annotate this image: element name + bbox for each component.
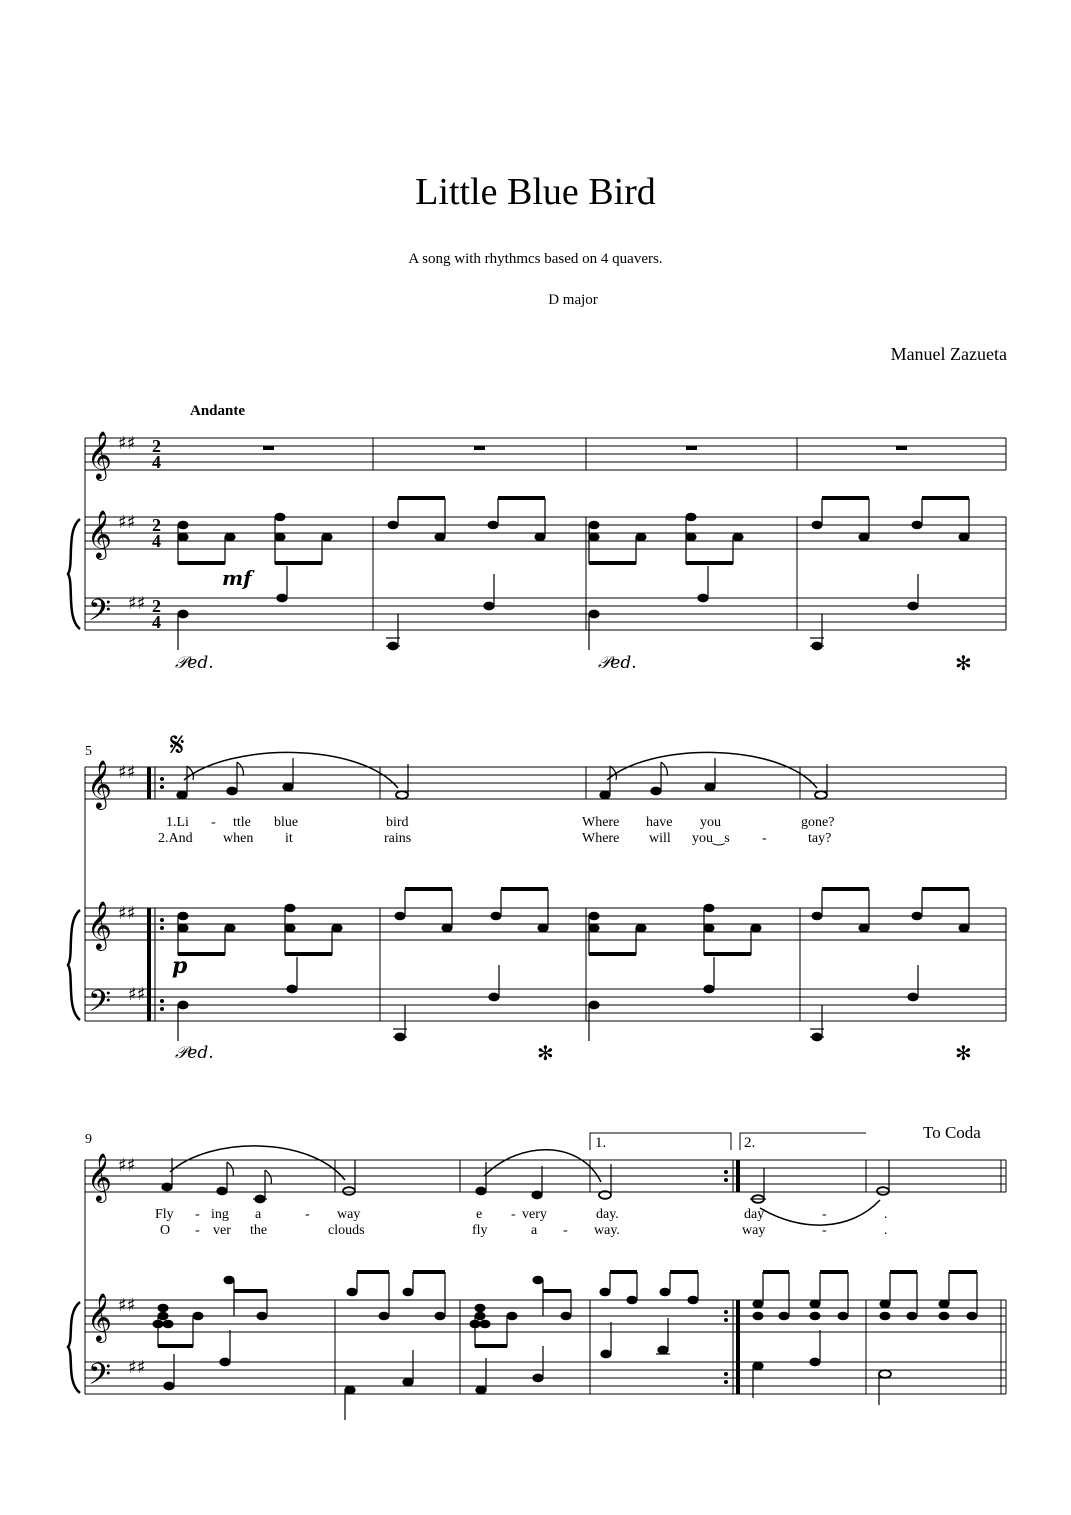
treble-clef-icon: 𝄞 bbox=[87, 430, 112, 479]
volta-1-label: 1. bbox=[595, 1135, 607, 1151]
pedal-icon: 𝒫ed. bbox=[175, 1043, 214, 1063]
lyrics-system-3 bbox=[155, 1207, 888, 1238]
lyric: e bbox=[476, 1207, 483, 1222]
lyric: way bbox=[337, 1207, 361, 1222]
lyric: - bbox=[511, 1207, 516, 1222]
voice-notes-2 bbox=[177, 752, 827, 798]
lyric: clouds bbox=[328, 1223, 365, 1238]
sharp-icon: ♯♯ bbox=[118, 433, 136, 454]
treble-clef-icon: 𝄞 bbox=[87, 509, 112, 558]
sharp-icon: ♯♯ bbox=[118, 1295, 136, 1316]
dynamic-p: p bbox=[172, 953, 188, 979]
segno-icon: 𝄋 bbox=[170, 725, 185, 765]
treble-clef-icon: 𝄞 bbox=[87, 759, 112, 808]
time-sig-bottom: 4 bbox=[152, 531, 161, 551]
voice-staff-2 bbox=[85, 767, 1006, 799]
pedal-marks-2 bbox=[175, 1041, 972, 1065]
lyric: a bbox=[255, 1207, 262, 1222]
lyric: blue bbox=[274, 815, 299, 830]
lyric: you‿s bbox=[692, 831, 730, 846]
treble-clef-icon: 𝄞 bbox=[87, 900, 112, 949]
bass-clef-icon: 𝄢 bbox=[88, 594, 112, 635]
lyric: way. bbox=[594, 1223, 620, 1238]
lyric: it bbox=[285, 831, 293, 846]
time-sig-top: 2 bbox=[152, 436, 161, 456]
rh-notes-1 bbox=[178, 496, 969, 565]
sharp-icon: ♯♯ bbox=[118, 1155, 136, 1176]
voice-rests-1 bbox=[263, 446, 907, 450]
piano-treble-staff-3 bbox=[85, 1300, 1006, 1332]
lyric: ing bbox=[211, 1207, 229, 1222]
lh-notes-3 bbox=[164, 1318, 891, 1420]
voice-staff-1 bbox=[85, 438, 1006, 470]
volta-2-label: 2. bbox=[744, 1135, 756, 1151]
lh-notes-2 bbox=[178, 957, 918, 1041]
lyric: ttle bbox=[233, 815, 251, 830]
lyric: - bbox=[762, 831, 767, 846]
system-2 bbox=[68, 767, 1006, 1021]
lyric: tay? bbox=[808, 831, 832, 846]
lyric: . bbox=[884, 1207, 888, 1222]
time-sig-bottom: 4 bbox=[152, 612, 161, 632]
pedal-release-icon: ✻ bbox=[955, 651, 972, 675]
pedal-release-icon: ✻ bbox=[537, 1041, 554, 1065]
pedal-icon: 𝒫ed. bbox=[175, 653, 214, 673]
sharp-icon: ♯♯ bbox=[128, 1357, 146, 1378]
lyric: ver bbox=[213, 1223, 231, 1238]
rh-notes-2 bbox=[178, 887, 969, 956]
lyric: O bbox=[160, 1223, 171, 1238]
sharp-icon: ♯♯ bbox=[118, 762, 136, 783]
piano-bass-staff-2 bbox=[85, 989, 1006, 1021]
lyrics-system-2 bbox=[158, 815, 834, 846]
piano-treble-staff-2 bbox=[85, 908, 1006, 940]
lyric: the bbox=[250, 1223, 268, 1238]
lyric: - bbox=[195, 1223, 200, 1238]
sharp-icon: ♯♯ bbox=[118, 903, 136, 924]
pedal-release-icon: ✻ bbox=[955, 1041, 972, 1065]
lyric: - bbox=[563, 1223, 568, 1238]
lyric: - bbox=[211, 815, 216, 830]
lyric: day bbox=[744, 1207, 765, 1222]
piano-bass-staff-3 bbox=[85, 1362, 1006, 1394]
key-label: D major bbox=[548, 292, 598, 308]
system-3 bbox=[68, 1133, 1006, 1394]
lyric: Where bbox=[582, 815, 620, 830]
repeat-dots-2 bbox=[160, 777, 164, 1011]
rest-icon bbox=[896, 446, 907, 450]
lyric: - bbox=[195, 1207, 200, 1222]
rh-notes-3 bbox=[153, 1270, 977, 1348]
time-signature bbox=[152, 436, 161, 632]
lyric: will bbox=[649, 831, 671, 846]
time-sig-bottom: 4 bbox=[152, 452, 161, 472]
sharp-icon: ♯♯ bbox=[118, 512, 136, 533]
repeat-dots-3 bbox=[724, 1170, 728, 1384]
lyric: when bbox=[223, 831, 254, 846]
measure-number-5: 5 bbox=[85, 744, 92, 759]
pedal-marks-1 bbox=[175, 651, 972, 675]
rest-icon bbox=[686, 446, 697, 450]
rest-icon bbox=[263, 446, 274, 450]
tempo-marking: Andante bbox=[190, 403, 246, 419]
lyric: have bbox=[646, 815, 673, 830]
lyric: day. bbox=[596, 1207, 619, 1222]
sharp-icon: ♯♯ bbox=[128, 593, 146, 614]
time-sig-top: 2 bbox=[152, 596, 161, 616]
piano-bass-staff-1 bbox=[85, 598, 1006, 630]
lyric: - bbox=[305, 1207, 310, 1222]
lyric: . bbox=[884, 1223, 888, 1238]
lyric: fly bbox=[472, 1223, 488, 1238]
treble-clef-icon: 𝄞 bbox=[87, 1292, 112, 1341]
pedal-icon: 𝒫ed. bbox=[598, 653, 637, 673]
lh-notes-1 bbox=[178, 566, 918, 650]
measure-number-9: 9 bbox=[85, 1132, 92, 1147]
time-sig-top: 2 bbox=[152, 515, 161, 535]
lyric: bird bbox=[386, 815, 409, 830]
lyric: 1.Li bbox=[166, 815, 189, 830]
treble-clef-icon: 𝄞 bbox=[87, 1152, 112, 1201]
lyric: gone? bbox=[801, 815, 835, 830]
rest-icon bbox=[474, 446, 485, 450]
lyric: way bbox=[742, 1223, 766, 1238]
lyric: Fly bbox=[155, 1207, 174, 1222]
lyric: rains bbox=[384, 831, 412, 846]
bass-clef-icon: 𝄢 bbox=[88, 985, 112, 1026]
sharp-icon: ♯♯ bbox=[128, 984, 146, 1005]
composer-name: Manuel Zazueta bbox=[890, 344, 1007, 364]
lyric: - bbox=[822, 1207, 827, 1222]
lyric: Where bbox=[582, 831, 620, 846]
lyric: - bbox=[822, 1223, 827, 1238]
to-coda-label: To Coda bbox=[923, 1123, 981, 1142]
dynamic-mf: mf bbox=[222, 566, 252, 590]
song-subtitle: A song with rhythmcs based on 4 quavers. bbox=[408, 251, 663, 267]
song-title: Little Blue Bird bbox=[415, 171, 656, 213]
lyric: very bbox=[522, 1207, 547, 1222]
bass-clef-icon: 𝄢 bbox=[88, 1358, 112, 1399]
lyric: you bbox=[700, 815, 721, 830]
lyric: 2.And bbox=[158, 831, 193, 846]
lyric: a bbox=[531, 1223, 538, 1238]
